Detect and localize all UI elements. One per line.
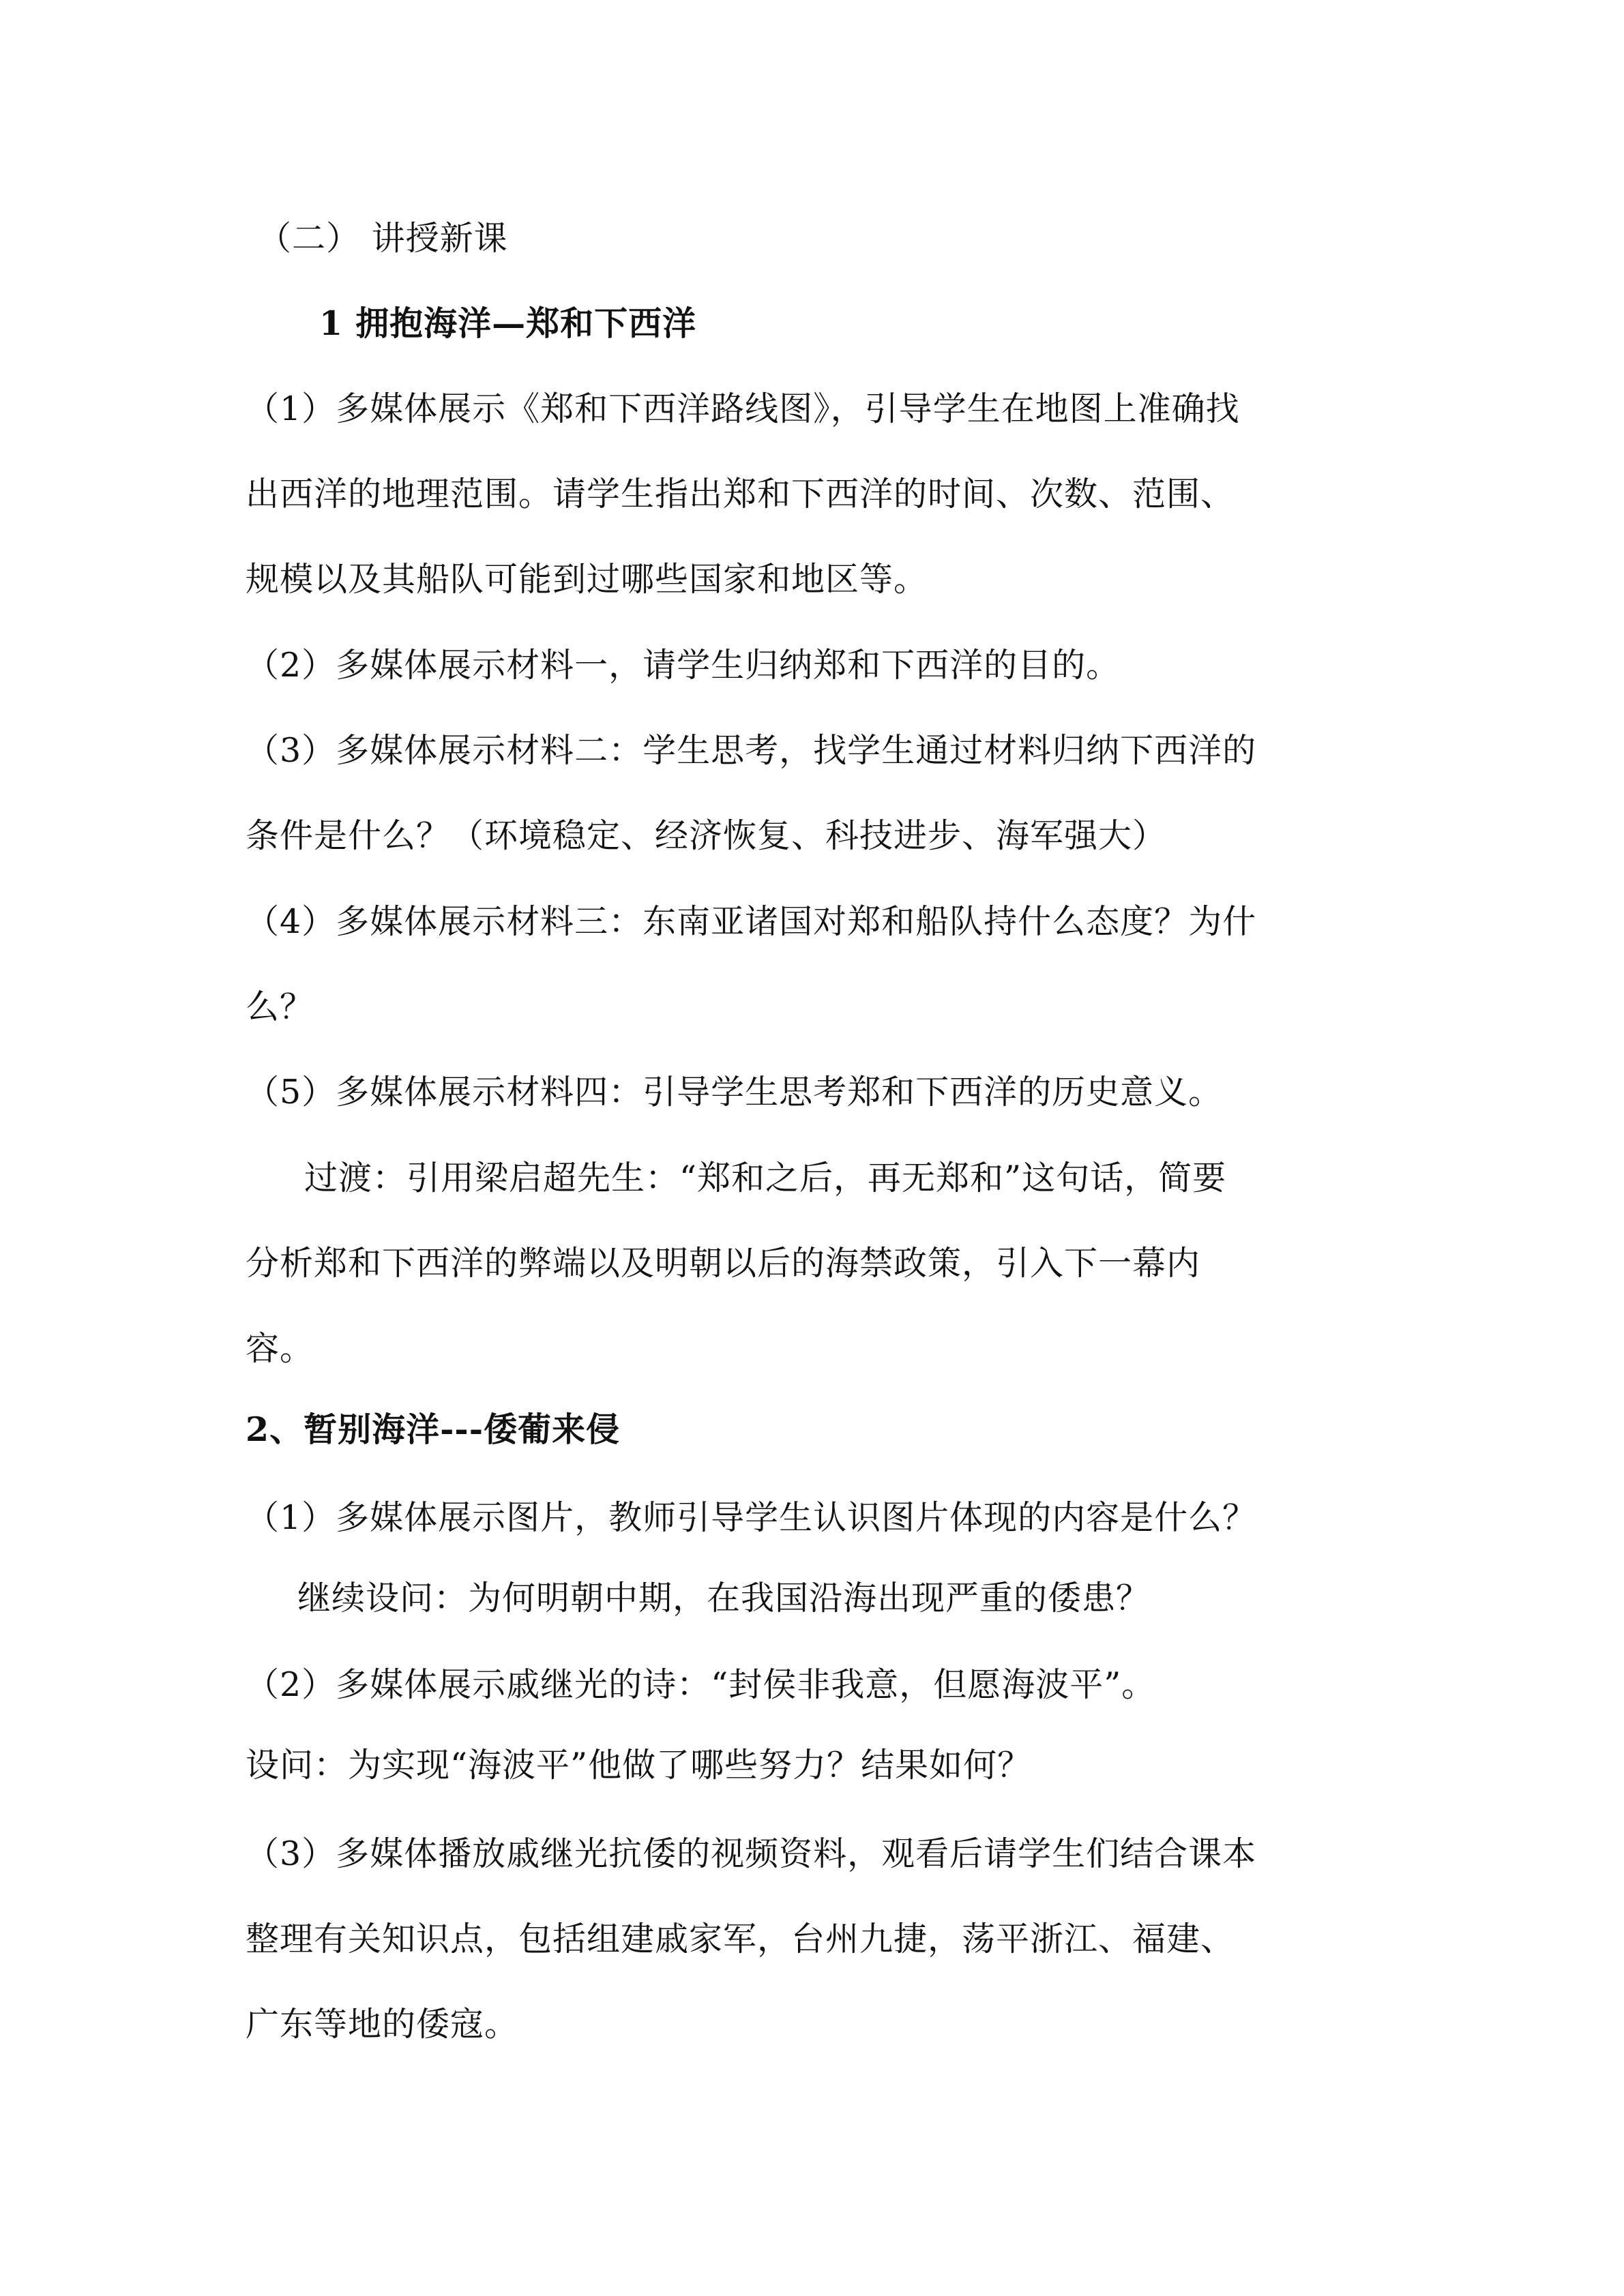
paragraph-line: 设问：为实现“海波平”他做了哪些努力？结果如何？: [246, 1746, 1032, 1785]
paragraph-line: 出西洋的地理范围。请学生指出郑和下西洋的时间、次数、范围、: [246, 475, 1235, 513]
paragraph-line: （3）多媒体展示材料二：学生思考，找学生通过材料归纳下西洋的: [246, 731, 1257, 770]
paragraph-line: 容。: [246, 1329, 314, 1368]
paragraph-line: （1）多媒体展示图片，教师引导学生认识图片体现的内容是什么？: [246, 1498, 1257, 1537]
paragraph-line: 么？: [246, 987, 314, 1026]
paragraph-line: （5）多媒体展示材料四：引导学生思考郑和下西洋的历史意义。: [246, 1073, 1223, 1112]
paragraph-line: 广东等地的倭寇。: [246, 2005, 519, 2044]
subsection-heading-1: 1 拥抱海洋—郑和下西洋: [319, 303, 697, 343]
transition-line: 过渡：引用梁启超先生：“郑和之后，再无郑和”这句话，简要: [304, 1159, 1227, 1197]
paragraph-line: （3）多媒体播放戚继光抗倭的视频资料，观看后请学生们结合课本: [246, 1834, 1257, 1873]
paragraph-line: （2）多媒体展示材料一，请学生归纳郑和下西洋的目的。: [246, 646, 1121, 685]
paragraph-line: （1）多媒体展示《郑和下西洋路线图》，引导学生在地图上准确找: [246, 389, 1240, 428]
paragraph-line: 分析郑和下西洋的弊端以及明朝以后的海禁政策，引入下一幕内: [246, 1244, 1201, 1283]
paragraph-line: 条件是什么？（环境稳定、经济恢复、科技进步、海军强大）: [246, 816, 1167, 855]
paragraph-line: （2）多媒体展示戚继光的诗：“封侯非我意，但愿海波平”。: [246, 1665, 1156, 1704]
paragraph-line: （4）多媒体展示材料三：东南亚诸国对郑和船队持什么态度？为什: [246, 902, 1257, 941]
paragraph-line: 整理有关知识点，包括组建戚家军，台州九捷，荡平浙江、福建、: [246, 1920, 1235, 1958]
paragraph-line: 继续设问：为何明朝中期，在我国沿海出现严重的倭患？: [297, 1579, 1151, 1617]
section-heading: （二） 讲授新课: [258, 219, 508, 258]
paragraph-line: 规模以及其船队可能到过哪些国家和地区等。: [246, 560, 928, 599]
subsection-heading-2: 2、暂别海洋---倭葡来侵: [246, 1410, 621, 1449]
